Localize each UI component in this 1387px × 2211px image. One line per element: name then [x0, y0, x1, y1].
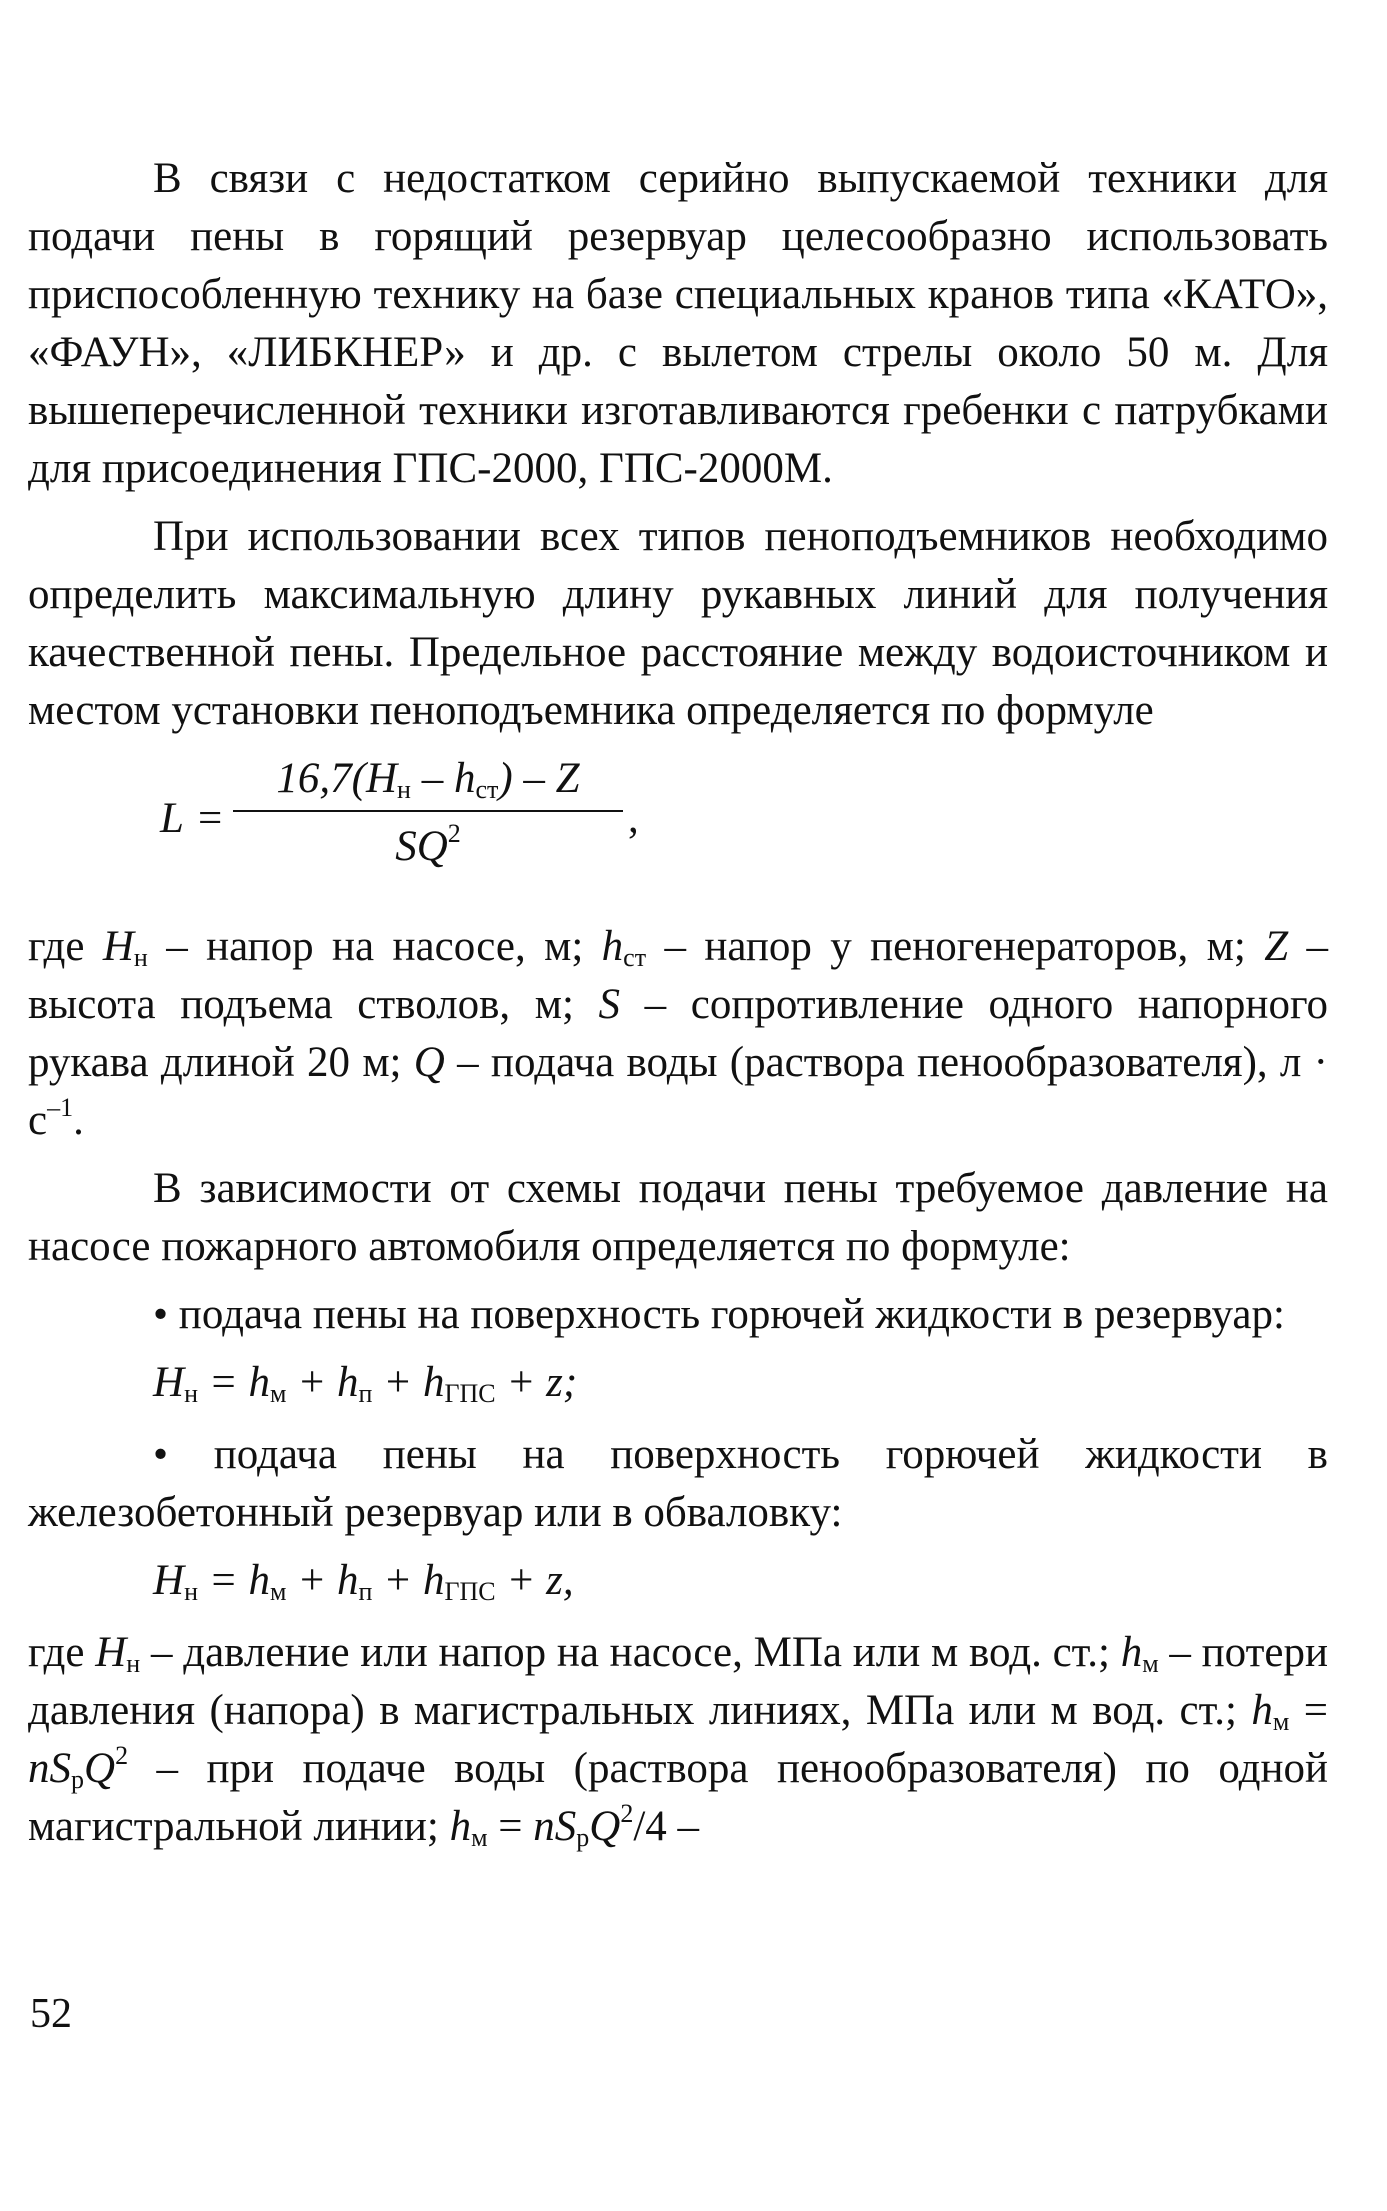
fraction-bar [233, 810, 623, 812]
formula-lhs: L [160, 795, 184, 842]
paragraph-foam-lifters: При использовании всех типов пеноподъемников необходимо определить максимальную длину рукавных линий для получения качественной пены. Предельное расстояние между водоисточником и местом установки пеноподъемника определяется по формуле [28, 513, 1328, 734]
bullet-tank: • подача пены на поверхность горючей жидкости в резервуар: [153, 1291, 1285, 1338]
paragraph-where-2: где $H_н$ – давление или напор на насосе, МПа или м вод. ст.; $h_м$ – потери давления (напора) в магистральных линиях, МПа или м вод. ст.; $h_м = nS_рQ^2$ – при подаче воды (раствора пенообразователя) по одной магистральной линии; $h_м = nS_рQ^2/4$ – [28, 1629, 1328, 1852]
paragraph-where-1: где $H_н$ – напор на насосе, м; $h_{ст}$ – напор у пеногенераторов, м; Z – высота подъема стволов, м; S – сопротивление одного напорного рукава длиной 20 м; Q – подача воды (раствора пенообразователя), $л \cdot с^{-1}$. [28, 923, 1329, 1144]
formula-pressure-tank: $H_н = h_м + h_п + h_{ГПС} + z$; [153, 1359, 578, 1408]
bullet-concrete-tank: • подача пены на поверхность горючей жидкости в железобетонный резервуар или в обваловку: [28, 1431, 1328, 1536]
paragraph-cranes: В связи с недостатком серийно выпускаемой техники для подачи пены в горящий резервуар целесообразно использовать приспособленную технику на базе специальных кранов типа «КАТО», «ФАУН», «ЛИБКНЕР» и др. с вылетом стрелы около 50 м. Для вышеперечисленной техники изготавливаются гребенки с патрубками для присоединения ГПС-2000, ГПС-2000М. [28, 155, 1328, 492]
page-number: 52 [30, 1991, 72, 2037]
document-page [28, 150, 1328, 1866]
formula-numerator: $16,7(H_н - h_{ст})$ – Z [276, 755, 580, 804]
formula-pressure-concrete: $H_н = h_м + h_п + h_{ГПС} + z$, [153, 1557, 574, 1606]
formula-comma: , [628, 795, 639, 842]
formula-equals: = [198, 795, 223, 842]
paragraph-pressure-scheme: В зависимости от схемы подачи пены требуемое давление на насосе пожарного автомобиля определяется по формуле: [28, 1165, 1328, 1270]
formula-denominator: $SQ^2$ [395, 819, 461, 870]
formula-fraction [233, 750, 623, 876]
formula-max-length [28, 750, 1328, 910]
